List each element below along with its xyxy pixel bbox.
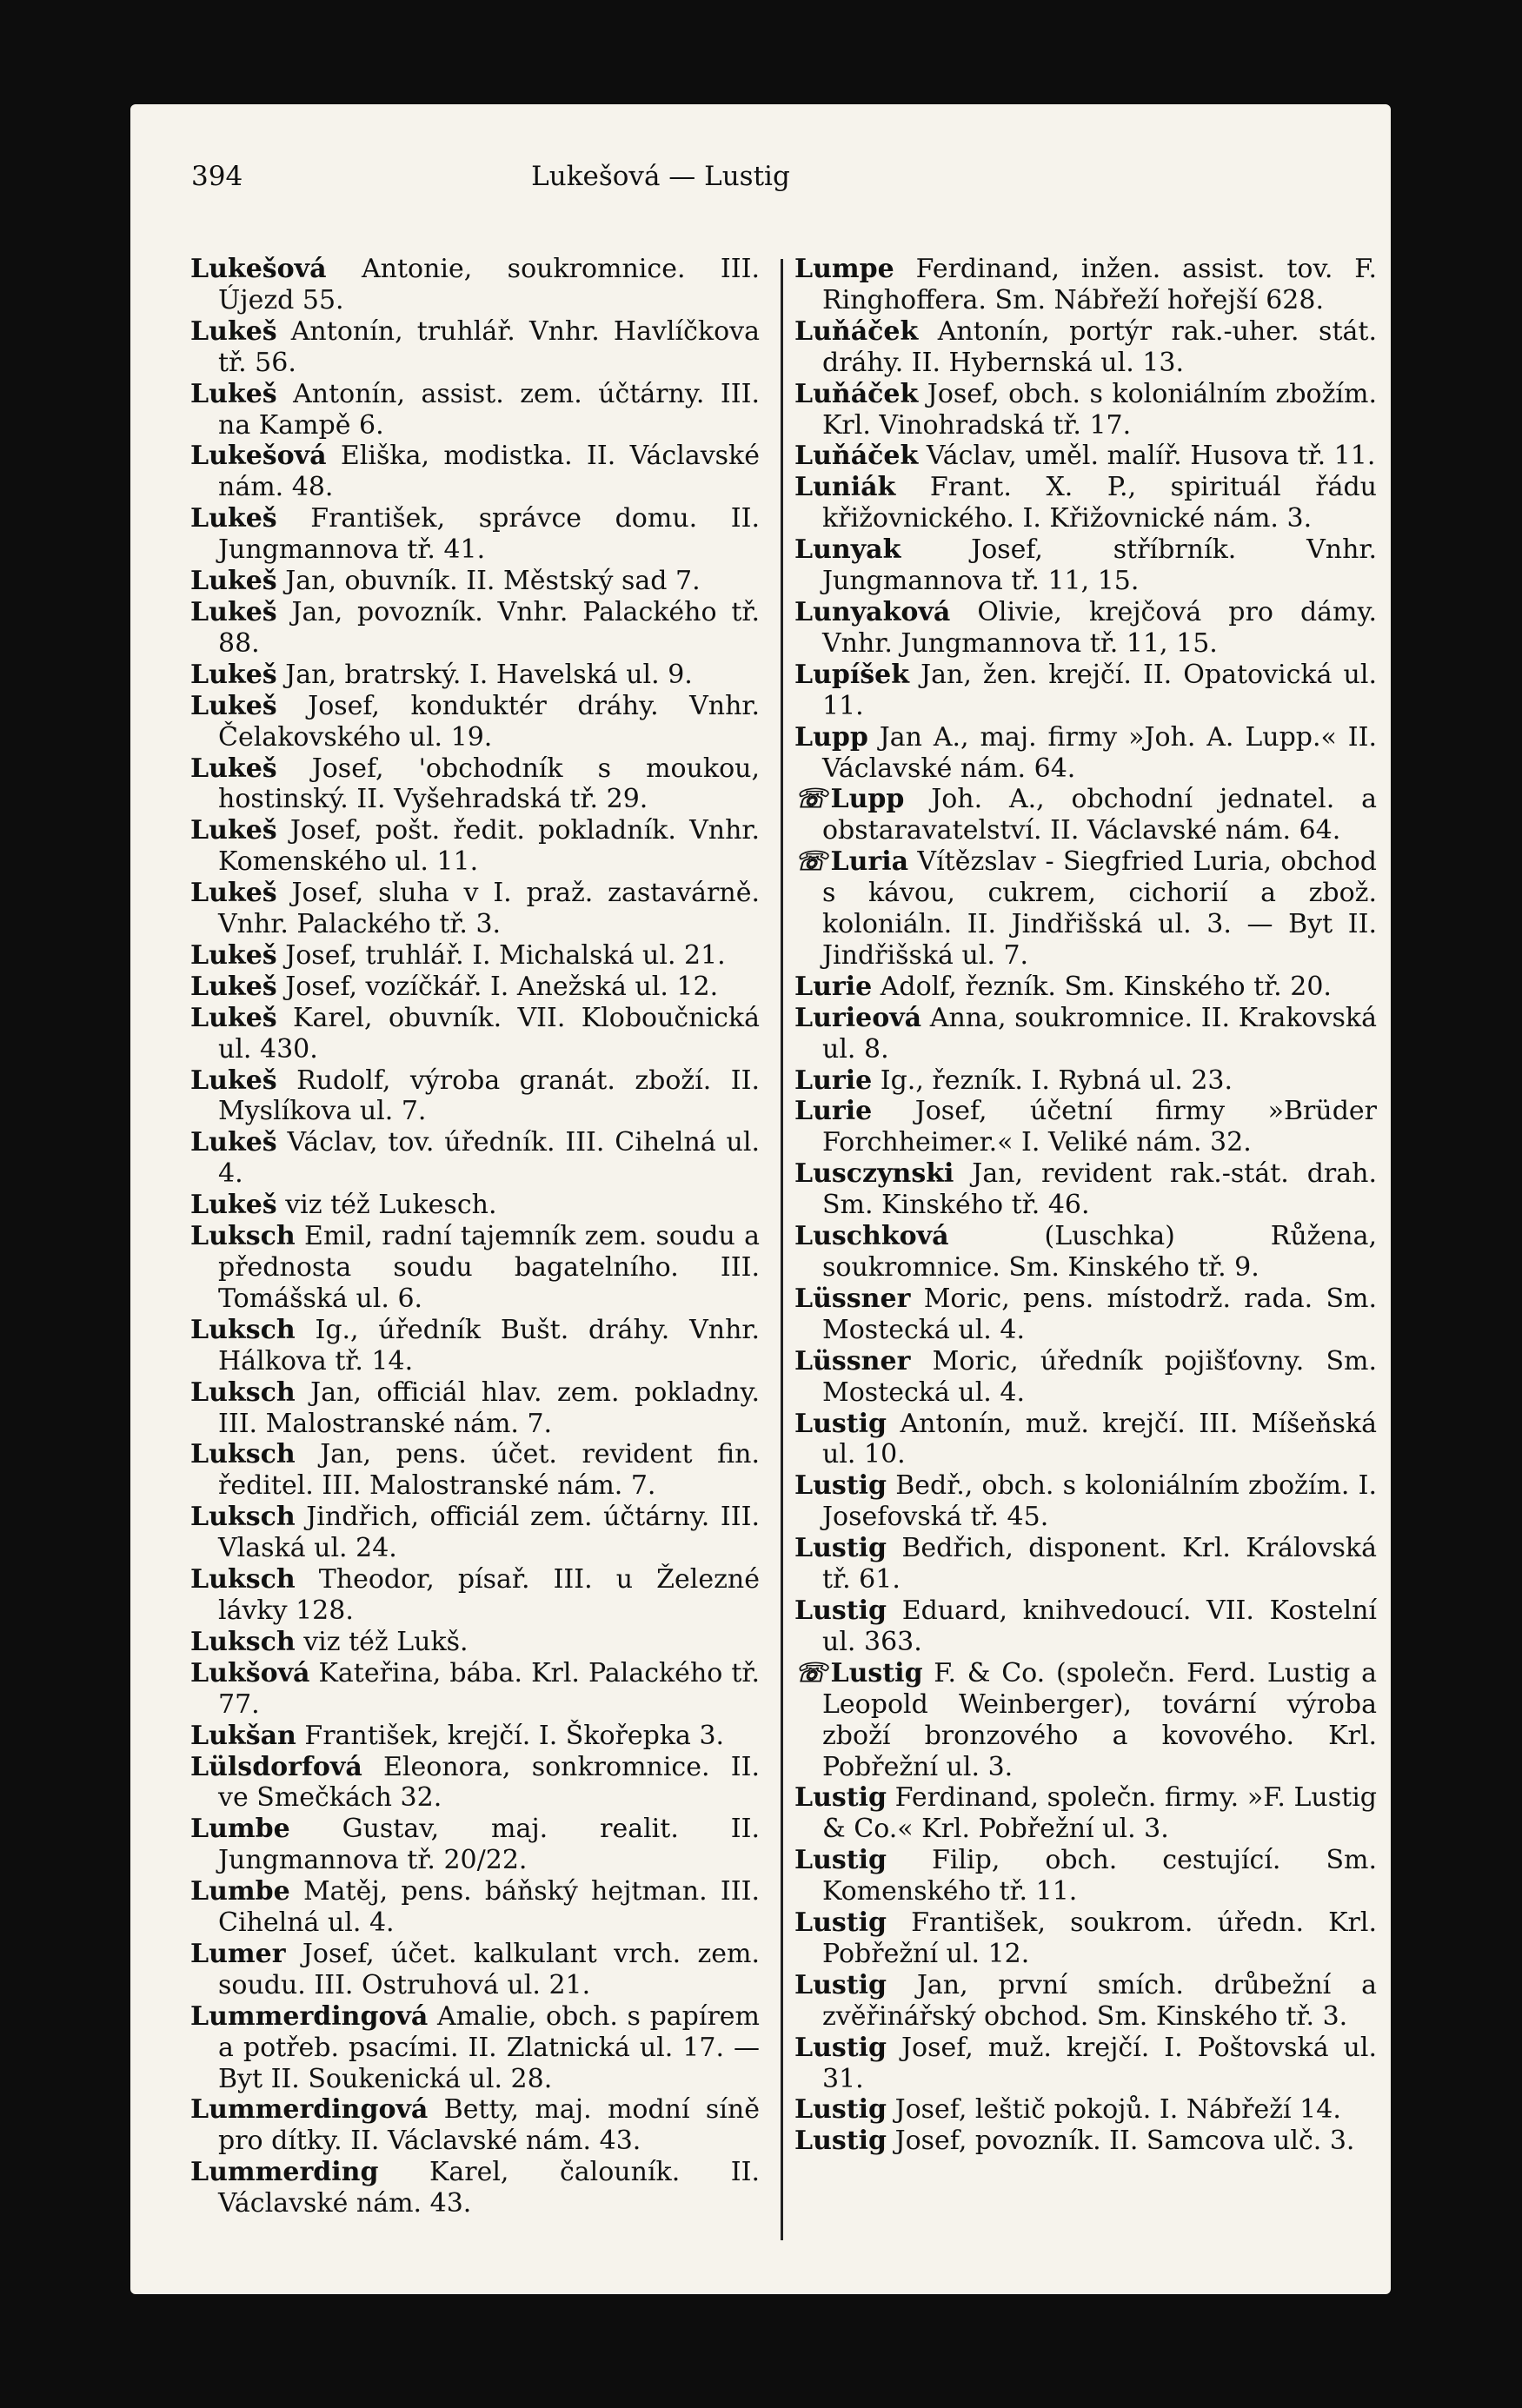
entry-details: viz též Lukesch. xyxy=(276,1190,497,1221)
entry-details: Eduard, knihvedoucí. VII. Kostelní ul. 363. xyxy=(822,1595,1377,1657)
entry-surname: Lurieová xyxy=(794,1002,922,1033)
entry-surname: Lumbe xyxy=(190,1876,290,1907)
directory-entry xyxy=(190,1127,760,1190)
directory-entry xyxy=(794,254,1377,316)
entry-details: Jan, bratrský. I. Havelská ul. 9. xyxy=(276,659,693,690)
entry-details: Josef, povozník. II. Samcova ulč. 3. xyxy=(887,2126,1355,2157)
entry-details: Antonín, assist. zem. účtárny. III. na Kampě 6. xyxy=(218,378,760,441)
directory-entry xyxy=(190,2001,760,2095)
entry-details: Josef, leštič pokojů. I. Nábřeží 14. xyxy=(887,2094,1341,2126)
entry-surname: Lupíšek xyxy=(794,659,910,690)
entry-surname: Lukeš xyxy=(190,1002,277,1033)
entry-details: Josef, 'obchodník s moukou, hostinský. II. Vyšehradská tř. 29. xyxy=(218,753,760,815)
directory-entry xyxy=(190,1221,760,1315)
entry-details: Bedř., obch. s koloniálním zbožím. I. Josefovská tř. 45. xyxy=(822,1470,1377,1533)
entry-surname: Lumpe xyxy=(794,254,894,284)
directory-entry xyxy=(190,566,760,597)
directory-entry xyxy=(190,1315,760,1377)
entry-surname: Lukeš xyxy=(190,690,277,721)
directory-entry xyxy=(190,691,760,753)
directory-entry xyxy=(794,1158,1377,1221)
directory-entry xyxy=(190,2094,760,2157)
directory-entry xyxy=(794,784,1377,846)
entry-details: Jan, obuvník. II. Městský sad 7. xyxy=(276,566,701,597)
entry-details: Antonín, portýr rak.-uher. stát. dráhy. II. Hybernská ul. 13. xyxy=(822,315,1377,378)
entry-surname: Lummerding xyxy=(190,2157,379,2188)
entry-surname: Lukeš xyxy=(190,878,277,909)
directory-entry xyxy=(190,1502,760,1564)
entry-details: Amalie, obch. s papírem a potřeb. psacími. II. Zlatnická ul. 17. — Byt II. Soukenická ul. 28. xyxy=(218,2000,760,2094)
directory-entry xyxy=(190,1065,760,1128)
entry-details: Joh. A., obchodní jednatel. a obstaravatelství. II. Václavské nám. 64. xyxy=(822,784,1377,846)
entry-surname: Luňáček xyxy=(794,378,919,409)
directory-entry xyxy=(190,1627,760,1658)
entry-surname: Lupp xyxy=(830,784,905,815)
entry-details: Gustav, maj. realit. II. Jungmannova tř. 20/22. xyxy=(218,1814,760,1876)
directory-entry xyxy=(794,316,1377,379)
entry-details: Emil, radní tajemník zem. soudu a přednosta soudu bagatelního. III. Tomášská ul. 6. xyxy=(218,1221,760,1314)
page-number: 394 xyxy=(191,161,243,192)
entry-details: (Luschka) Růžena, soukromnice. Sm. Kinského tř. 9. xyxy=(822,1221,1377,1283)
telephone-icon: ☏ xyxy=(794,846,827,878)
directory-entry xyxy=(190,815,760,878)
directory-entry xyxy=(794,846,1377,972)
entry-surname: Lukeš xyxy=(190,315,277,347)
directory-entry xyxy=(794,972,1377,1003)
entry-details: Václav, tov. úředník. III. Cihelná ul. 4. xyxy=(218,1127,760,1190)
entry-surname: Lukeš xyxy=(190,939,277,971)
directory-entry xyxy=(190,1814,760,1876)
entry-surname: Lustig xyxy=(794,1845,887,1876)
entry-details: Josef, obch. s koloniálním zbožím. Krl. Vinohradská tř. 17. xyxy=(822,378,1377,441)
entry-details: Jan, první smích. drůbežní a zvěřinářský obchod. Sm. Kinského tř. 3. xyxy=(822,1969,1377,2032)
entry-details: Josef, účet. kalkulant vrch. zem. soudu. III. Ostruhová ul. 21. xyxy=(218,1938,760,2000)
entry-surname: Lumer xyxy=(190,1938,286,1969)
entry-surname: Luniák xyxy=(794,472,896,503)
entry-surname: Lustig xyxy=(794,1969,887,2000)
entry-surname: Luňáček xyxy=(794,315,919,347)
entry-surname: Lukšan xyxy=(190,1720,296,1751)
entry-details: Theodor, písař. III. u Železné lávky 128. xyxy=(218,1564,760,1626)
directory-entry xyxy=(190,2157,760,2219)
directory-entry xyxy=(794,1845,1377,1907)
entry-surname: Lüssner xyxy=(794,1283,911,1314)
directory-entry xyxy=(190,1876,760,1939)
directory-entry xyxy=(794,1221,1377,1284)
entry-details: Václav, uměl. malíř. Husova tř. 11. xyxy=(918,441,1376,472)
directory-entry xyxy=(794,1470,1377,1533)
entry-surname: Lukeš xyxy=(190,1190,277,1221)
entry-surname: Lukeš xyxy=(190,596,277,627)
entry-surname: Lustig xyxy=(794,1595,887,1626)
entry-surname: Lustig xyxy=(794,1907,887,1939)
directory-entry xyxy=(190,1752,760,1814)
entry-details: Eliška, modistka. II. Václavské nám. 48. xyxy=(218,441,760,503)
entry-surname: Lukeš xyxy=(190,815,277,846)
entry-details: Vítězslav - Siegfried Luria, obchod s kávou, cukrem, cichorií a zbož. koloniáln. II. Jindřišská ul. 3. — Byt II. Jindřišská ul. 7. xyxy=(822,846,1377,971)
directory-entry xyxy=(190,1439,760,1502)
entry-surname: Lustig xyxy=(794,1408,887,1439)
entry-surname: Lukeš xyxy=(190,753,277,784)
entry-surname: Lukeš xyxy=(190,378,277,409)
directory-entry xyxy=(794,534,1377,597)
entry-details: viz též Lukš. xyxy=(295,1626,469,1657)
running-title: Lukešová — Lustig xyxy=(531,161,790,192)
entry-surname: Luksch xyxy=(190,1221,296,1252)
directory-entry xyxy=(190,753,760,816)
directory-entry xyxy=(190,503,760,566)
directory-entry xyxy=(190,1564,760,1627)
directory-entry xyxy=(794,2033,1377,2095)
directory-entry xyxy=(794,1595,1377,1658)
entry-surname: Luksch xyxy=(190,1502,296,1533)
entry-details: F. & Co. (společn. Ferd. Lustig a Leopold Weinberger), tovární výroba zboží bronzového a kovového. Krl. Pobřežní ul. 3. xyxy=(822,1657,1377,1782)
directory-entry xyxy=(794,1065,1377,1097)
entry-details: Karel, obuvník. VII. Kloboučnická ul. 430. xyxy=(218,1002,760,1065)
entry-surname: Lustig xyxy=(830,1657,923,1688)
directory-entry xyxy=(190,1939,760,2001)
directory-entry xyxy=(794,2094,1377,2126)
entry-details: Ferdinand, inžen. assist. tov. F. Ringhoffera. Sm. Nábřeží hořejší 628. xyxy=(822,254,1377,315)
entry-details: Eleonora, sonkromnice. II. ve Smečkách 32. xyxy=(218,1751,760,1814)
entry-details: Josef, stříbrník. Vnhr. Jungmannova tř. 11, 15. xyxy=(822,534,1377,597)
entry-details: Filip, obch. cestující. Sm. Komenského tř. 11. xyxy=(822,1845,1377,1907)
telephone-icon: ☏ xyxy=(794,1657,827,1688)
directory-entry xyxy=(794,1284,1377,1346)
entry-details: Frant. X. P., spirituál řádu křižovnického. I. Křižovnické nám. 3. xyxy=(822,472,1377,534)
directory-entry xyxy=(190,940,760,972)
directory-entry xyxy=(794,1907,1377,1970)
entry-details: Jan A., maj. firmy »Joh. A. Lupp.« II. Václavské nám. 64. xyxy=(822,721,1377,784)
entry-details: Josef, vozíčkář. I. Anežská ul. 12. xyxy=(276,971,719,1002)
directory-entry xyxy=(794,1533,1377,1595)
entry-details: František, správce domu. II. Jungmannova tř. 41. xyxy=(218,503,760,566)
entry-details: Jan, officiál hlav. zem. pokladny. III. Malostranské nám. 7. xyxy=(218,1376,760,1439)
entry-surname: Lunyaková xyxy=(794,596,951,627)
entry-details: Moric, pens. místodrž. rada. Sm. Mostecká ul. 4. xyxy=(822,1283,1377,1345)
entry-details: Bedřich, disponent. Krl. Královská tř. 61. xyxy=(822,1533,1377,1595)
entry-surname: Lukeš xyxy=(190,1065,277,1096)
entry-surname: Lustig xyxy=(794,1470,887,1502)
directory-entry xyxy=(794,1970,1377,2033)
entry-details: Kateřina, bába. Krl. Palackého tř. 77. xyxy=(218,1657,760,1720)
entry-surname: Lustig xyxy=(794,2094,887,2126)
directory-entry xyxy=(794,441,1377,472)
directory-entry xyxy=(794,472,1377,534)
entry-surname: Lurie xyxy=(794,1065,873,1096)
entry-details: Matěj, pens. báňský hejtman. III. Cihelná ul. 4. xyxy=(218,1876,760,1939)
entry-surname: Lukeš xyxy=(190,503,277,534)
directory-entry xyxy=(794,1658,1377,1783)
entry-surname: Lustig xyxy=(794,2032,887,2063)
entry-surname: Luňáček xyxy=(794,441,919,472)
directory-entry xyxy=(190,1190,760,1221)
entry-surname: Lummerdingová xyxy=(190,2000,429,2032)
entry-surname: Lukeš xyxy=(190,971,277,1002)
entry-details: Jan, pens. účet. revident fin. ředitel. III. Malostranské nám. 7. xyxy=(218,1439,760,1502)
entry-surname: Lumbe xyxy=(190,1814,290,1845)
entry-surname: Luksch xyxy=(190,1626,296,1657)
entry-details: Betty, maj. modní síně pro dítky. II. Václavské nám. 43. xyxy=(218,2094,760,2157)
column-divider xyxy=(781,259,783,2240)
entry-surname: Lüssner xyxy=(794,1345,911,1376)
entry-surname: Lurie xyxy=(794,1096,873,1127)
entry-surname: Luksch xyxy=(190,1376,296,1408)
entry-surname: Luria xyxy=(830,846,909,878)
entry-details: František, krejčí. I. Škořepka 3. xyxy=(296,1720,725,1751)
entry-surname: Luksch xyxy=(190,1439,296,1470)
entry-surname: Lurie xyxy=(794,971,873,1002)
directory-entry xyxy=(190,972,760,1003)
entry-details: Olivie, krejčová pro dámy. Vnhr. Jungmannova tř. 11, 15. xyxy=(822,596,1377,659)
directory-entry xyxy=(190,1658,760,1721)
right-column xyxy=(794,254,1377,2157)
directory-entry xyxy=(190,254,760,316)
entry-surname: Lustig xyxy=(794,1533,887,1564)
entry-surname: Luksch xyxy=(190,1314,296,1345)
entry-details: Adolf, řezník. Sm. Kinského tř. 20. xyxy=(872,971,1332,1002)
directory-entry xyxy=(190,1003,760,1065)
entry-surname: Lukešová xyxy=(190,441,327,472)
entry-surname: Lummerdingová xyxy=(190,2094,429,2126)
entry-details: Rudolf, výroba granát. zboží. II. Myslíkova ul. 7. xyxy=(218,1065,760,1127)
directory-entry xyxy=(794,1346,1377,1409)
entry-details: Josef, účetní firmy »Brüder Forchheimer.« I. Veliké nám. 32. xyxy=(822,1096,1377,1158)
entry-surname: Lukeš xyxy=(190,566,277,597)
entry-details: Jan, revident rak.-stát. drah. Sm. Kinského tř. 46. xyxy=(822,1158,1377,1221)
entry-surname: Lupp xyxy=(794,721,868,753)
entry-surname: Luksch xyxy=(190,1564,296,1595)
entry-surname: Lülsdorfová xyxy=(190,1751,362,1782)
entry-details: Josef, konduktér dráhy. Vnhr. Čelakovského ul. 19. xyxy=(218,690,760,753)
directory-entry xyxy=(190,441,760,503)
telephone-icon: ☏ xyxy=(794,784,827,815)
directory-entry xyxy=(190,316,760,379)
directory-entry xyxy=(794,1782,1377,1845)
entry-surname: Lukeš xyxy=(190,1127,277,1158)
directory-entry xyxy=(190,597,760,660)
entry-details: Anna, soukromnice. II. Krakovská ul. 8. xyxy=(822,1002,1377,1065)
entry-details: Ferdinand, společn. firmy. »F. Lustig & Co.« Krl. Pobřežní ul. 3. xyxy=(822,1782,1377,1845)
entry-surname: Lunyak xyxy=(794,534,901,566)
entry-details: Josef, truhlář. I. Michalská ul. 21. xyxy=(276,939,726,971)
left-column xyxy=(190,254,760,2219)
directory-entry xyxy=(794,660,1377,722)
entry-surname: Lusczynski xyxy=(794,1158,954,1190)
entry-details: František, soukrom. úředn. Krl. Pobřežní ul. 12. xyxy=(822,1907,1377,1969)
directory-entry xyxy=(794,2126,1377,2157)
directory-entry xyxy=(190,1377,760,1440)
entry-details: Antonín, truhlář. Vnhr. Havlíčkova tř. 56. xyxy=(218,315,760,378)
directory-entry xyxy=(794,1003,1377,1065)
entry-surname: Luschková xyxy=(794,1221,949,1252)
entry-details: Antonín, muž. krejčí. III. Míšeňská ul. 10. xyxy=(822,1408,1377,1470)
entry-surname: Lustig xyxy=(794,2126,887,2157)
directory-entry xyxy=(190,660,760,691)
directory-entry xyxy=(190,878,760,940)
directory-entry xyxy=(190,379,760,441)
entry-surname: Lustig xyxy=(794,1782,887,1814)
entry-details: Moric, úředník pojišťovny. Sm. Mostecká ul. 4. xyxy=(822,1345,1377,1408)
entry-details: Ig., řezník. I. Rybná ul. 23. xyxy=(872,1065,1233,1096)
entry-details: Josef, muž. krejčí. I. Poštovská ul. 31. xyxy=(822,2032,1377,2094)
entry-details: Jan, povozník. Vnhr. Palackého tř. 88. xyxy=(218,596,760,659)
directory-entry xyxy=(794,379,1377,441)
entry-details: Jindřich, officiál zem. účtárny. III. Vlaská ul. 24. xyxy=(218,1502,760,1564)
directory-entry xyxy=(794,597,1377,660)
directory-entry xyxy=(190,1721,760,1752)
entry-surname: Lukešová xyxy=(190,254,327,284)
entry-surname: Lukeš xyxy=(190,659,277,690)
entry-surname: Lukšová xyxy=(190,1657,310,1688)
entry-details: Josef, pošt. ředit. pokladník. Vnhr. Komenského ul. 11. xyxy=(218,815,760,878)
entry-details: Antonie, soukromnice. III. Újezd 55. xyxy=(218,254,760,315)
entry-details: Josef, sluha v I. praž. zastavárně. Vnhr. Palackého tř. 3. xyxy=(218,878,760,940)
entry-details: Karel, čalouník. II. Václavské nám. 43. xyxy=(218,2157,760,2219)
directory-entry xyxy=(794,1409,1377,1471)
entry-details: Jan, žen. krejčí. II. Opatovická ul. 11. xyxy=(822,659,1377,721)
entry-details: Ig., úředník Bušt. dráhy. Vnhr. Hálkova tř. 14. xyxy=(218,1314,760,1376)
directory-entry xyxy=(794,1096,1377,1158)
directory-entry xyxy=(794,722,1377,785)
